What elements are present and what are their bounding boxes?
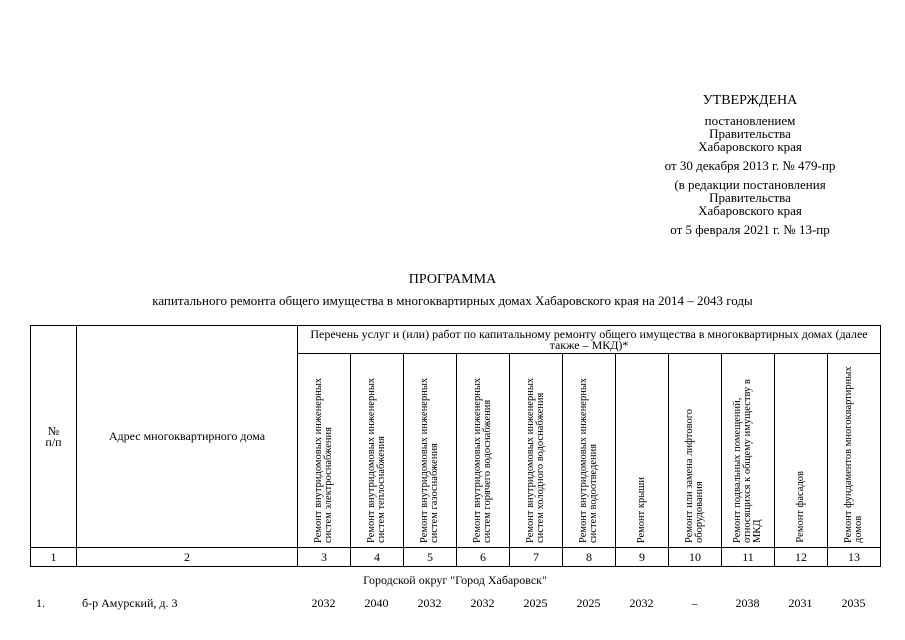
- row-value: 2031: [788, 596, 813, 610]
- approval-line: Хабаровского края: [698, 139, 802, 154]
- column-number: 3: [298, 548, 351, 567]
- header-work-col: [351, 354, 404, 548]
- header-work-label: Ремонт внутридомовых инженерных систем теплоснабжения: [366, 377, 387, 543]
- approval-line: постановлением: [704, 113, 796, 128]
- approval-line: Правительства: [709, 190, 791, 205]
- header-address: Адрес многоквартирного дома: [77, 326, 298, 548]
- header-work-label: Ремонт внутридомовых инженерных систем электроснабжения: [313, 377, 334, 543]
- group-title: Городской округ "Город Хабаровск": [363, 573, 547, 587]
- header-work-col: [457, 354, 510, 548]
- row-value: 2032: [470, 596, 495, 610]
- program-title: ПРОГРАММА: [408, 272, 497, 287]
- approval-line: Правительства: [709, 126, 791, 141]
- approval-line: от 30 декабря 2013 г. № 479-пр: [664, 158, 836, 173]
- column-number: 2: [77, 548, 298, 567]
- header-work-label: Ремонт или замена лифтового оборудования: [684, 408, 705, 543]
- header-work-label: Ремонт фасадов: [795, 471, 806, 543]
- approval-heading: УТВЕРЖДЕНА: [702, 93, 798, 108]
- header-work-label: Ремонт фундаментов многоквартирных домов: [843, 366, 864, 543]
- row-value: 2040: [364, 596, 389, 610]
- row-value: 2032: [629, 596, 654, 610]
- header-work-label: Ремонт внутридомовых инженерных систем газоснабжения: [419, 377, 440, 543]
- row-value: 2032: [311, 596, 336, 610]
- column-number: 12: [775, 548, 828, 567]
- row-value: 2032: [417, 596, 442, 610]
- header-work-label: Ремонт внутридомовых инженерных систем холодного водоснабжения: [525, 377, 546, 543]
- row-number: 1.: [36, 596, 45, 610]
- row-value: 2038: [735, 596, 760, 610]
- header-work-col: [616, 354, 669, 548]
- header-works: Перечень услуг и (или) работ по капитальному ремонту общего имущества в многоквартирных домах (далее также – МКД)*: [298, 326, 881, 354]
- program-subtitle: капитального ремонта общего имущества в многоквартирных домах Хабаровского края на 2014 – 2043 годы: [152, 293, 753, 308]
- approval-block: [600, 94, 900, 236]
- row-value: 2035: [841, 596, 866, 610]
- column-number: 13: [828, 548, 881, 567]
- column-number: 5: [404, 548, 457, 567]
- approval-line: Хабаровского края: [698, 203, 802, 218]
- column-number: 10: [669, 548, 722, 567]
- header-work-col: [828, 354, 881, 548]
- row-value: 2025: [523, 596, 548, 610]
- column-number: 9: [616, 548, 669, 567]
- approval-line: от 5 февраля 2021 г. № 13-пр: [670, 222, 830, 237]
- column-number: 8: [563, 548, 616, 567]
- header-no: № п/п: [31, 326, 77, 548]
- column-number: 7: [510, 548, 563, 567]
- header-work-col: [775, 354, 828, 548]
- header-work-col: [669, 354, 722, 548]
- row-address: б-р Амурский, д. 3: [82, 596, 178, 610]
- header-work-label: Ремонт подвальных помещений, относящихся к общему имуществу в МКД: [732, 379, 763, 543]
- row-value: 2025: [576, 596, 601, 610]
- approval-line: (в редакции постановления: [674, 177, 826, 192]
- header-work-label: Ремонт внутридомовых инженерных систем горячего водоснабжения: [472, 377, 493, 543]
- header-work-col: [298, 354, 351, 548]
- column-number: 1: [31, 548, 77, 567]
- row-value: –: [691, 596, 698, 610]
- header-work-col: [404, 354, 457, 548]
- repair-table: [30, 325, 881, 567]
- header-work-label: Ремонт крыши: [636, 476, 647, 543]
- header-work-col: [563, 354, 616, 548]
- column-number: 4: [351, 548, 404, 567]
- header-work-col: [510, 354, 563, 548]
- column-number: 6: [457, 548, 510, 567]
- header-work-col: [722, 354, 775, 548]
- header-work-label: Ремонт внутридомовых инженерных систем водоотведения: [578, 377, 599, 543]
- column-number: 11: [722, 548, 775, 567]
